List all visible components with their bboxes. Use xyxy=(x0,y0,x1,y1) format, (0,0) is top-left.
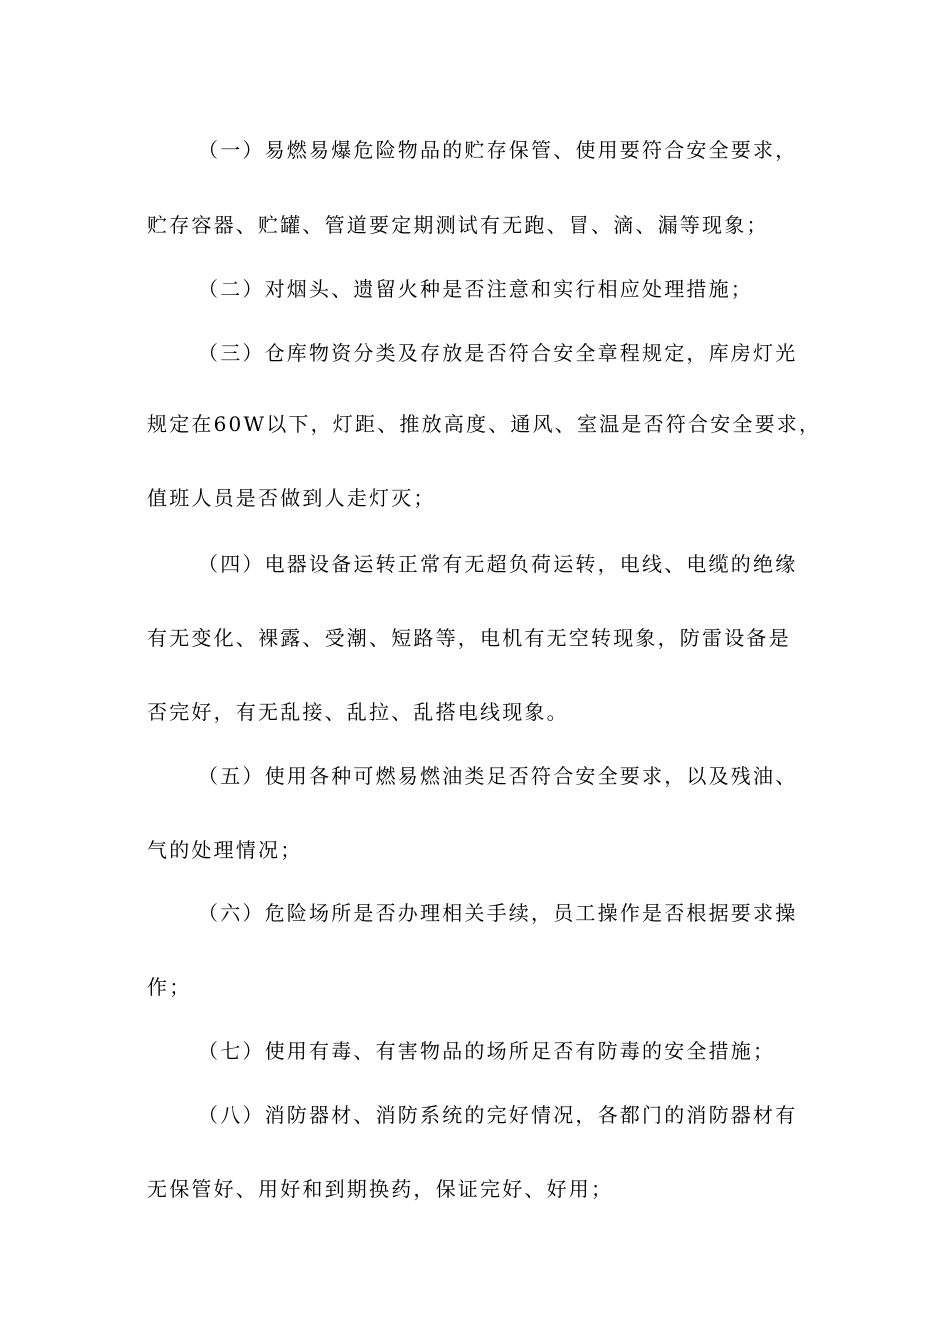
text-line: （二）对烟头、遗留火种是否注意和实行相应处理措施； xyxy=(198,277,753,301)
text-line: （一）易燃易爆危险物品的贮存保管、使用要符合安全要求， xyxy=(198,138,798,162)
text-line: （七）使用有毒、有害物品的场所足否有防毒的安全措施； xyxy=(198,1039,776,1063)
text-line: （四）电器设备运转正常有无超负荷运转，电线、电缆的绝缘 xyxy=(198,552,798,576)
text-line: （八）消防器材、消防系统的完好情况，各都门的消防器材有 xyxy=(198,1103,798,1127)
text-line: 作； xyxy=(147,975,192,999)
text-line: （六）危险场所是否办理相关手续，员工操作是否根据要求操 xyxy=(198,901,798,925)
text-line: 值班人员是否做到人走灯灭； xyxy=(147,486,436,510)
text-line: （三）仓库物资分类及存放是否符合安全章程规定，库房灯光 xyxy=(198,341,798,365)
text-line: 无保管好、用好和到期换药，保证完好、好用； xyxy=(147,1177,614,1201)
text-line: 规定在60W以下，灯距、推放高度、通风、室温是否符合安全要求， xyxy=(147,412,822,436)
text-line: 气的处理情况； xyxy=(147,838,303,862)
text-line: （五）使用各种可燃易燃油类足否符合安全要求，以及残油、 xyxy=(198,764,798,788)
text-line: 有无变化、裸露、受潮、短路等，电机有无空转现象，防雷设备是 xyxy=(147,626,791,650)
text-line: 贮存容器、贮罐、管道要定期测试有无跑、冒、滴、漏等现象； xyxy=(147,213,769,237)
text-line: 否完好，有无乱接、乱拉、乱搭电线现象。 xyxy=(147,700,569,724)
